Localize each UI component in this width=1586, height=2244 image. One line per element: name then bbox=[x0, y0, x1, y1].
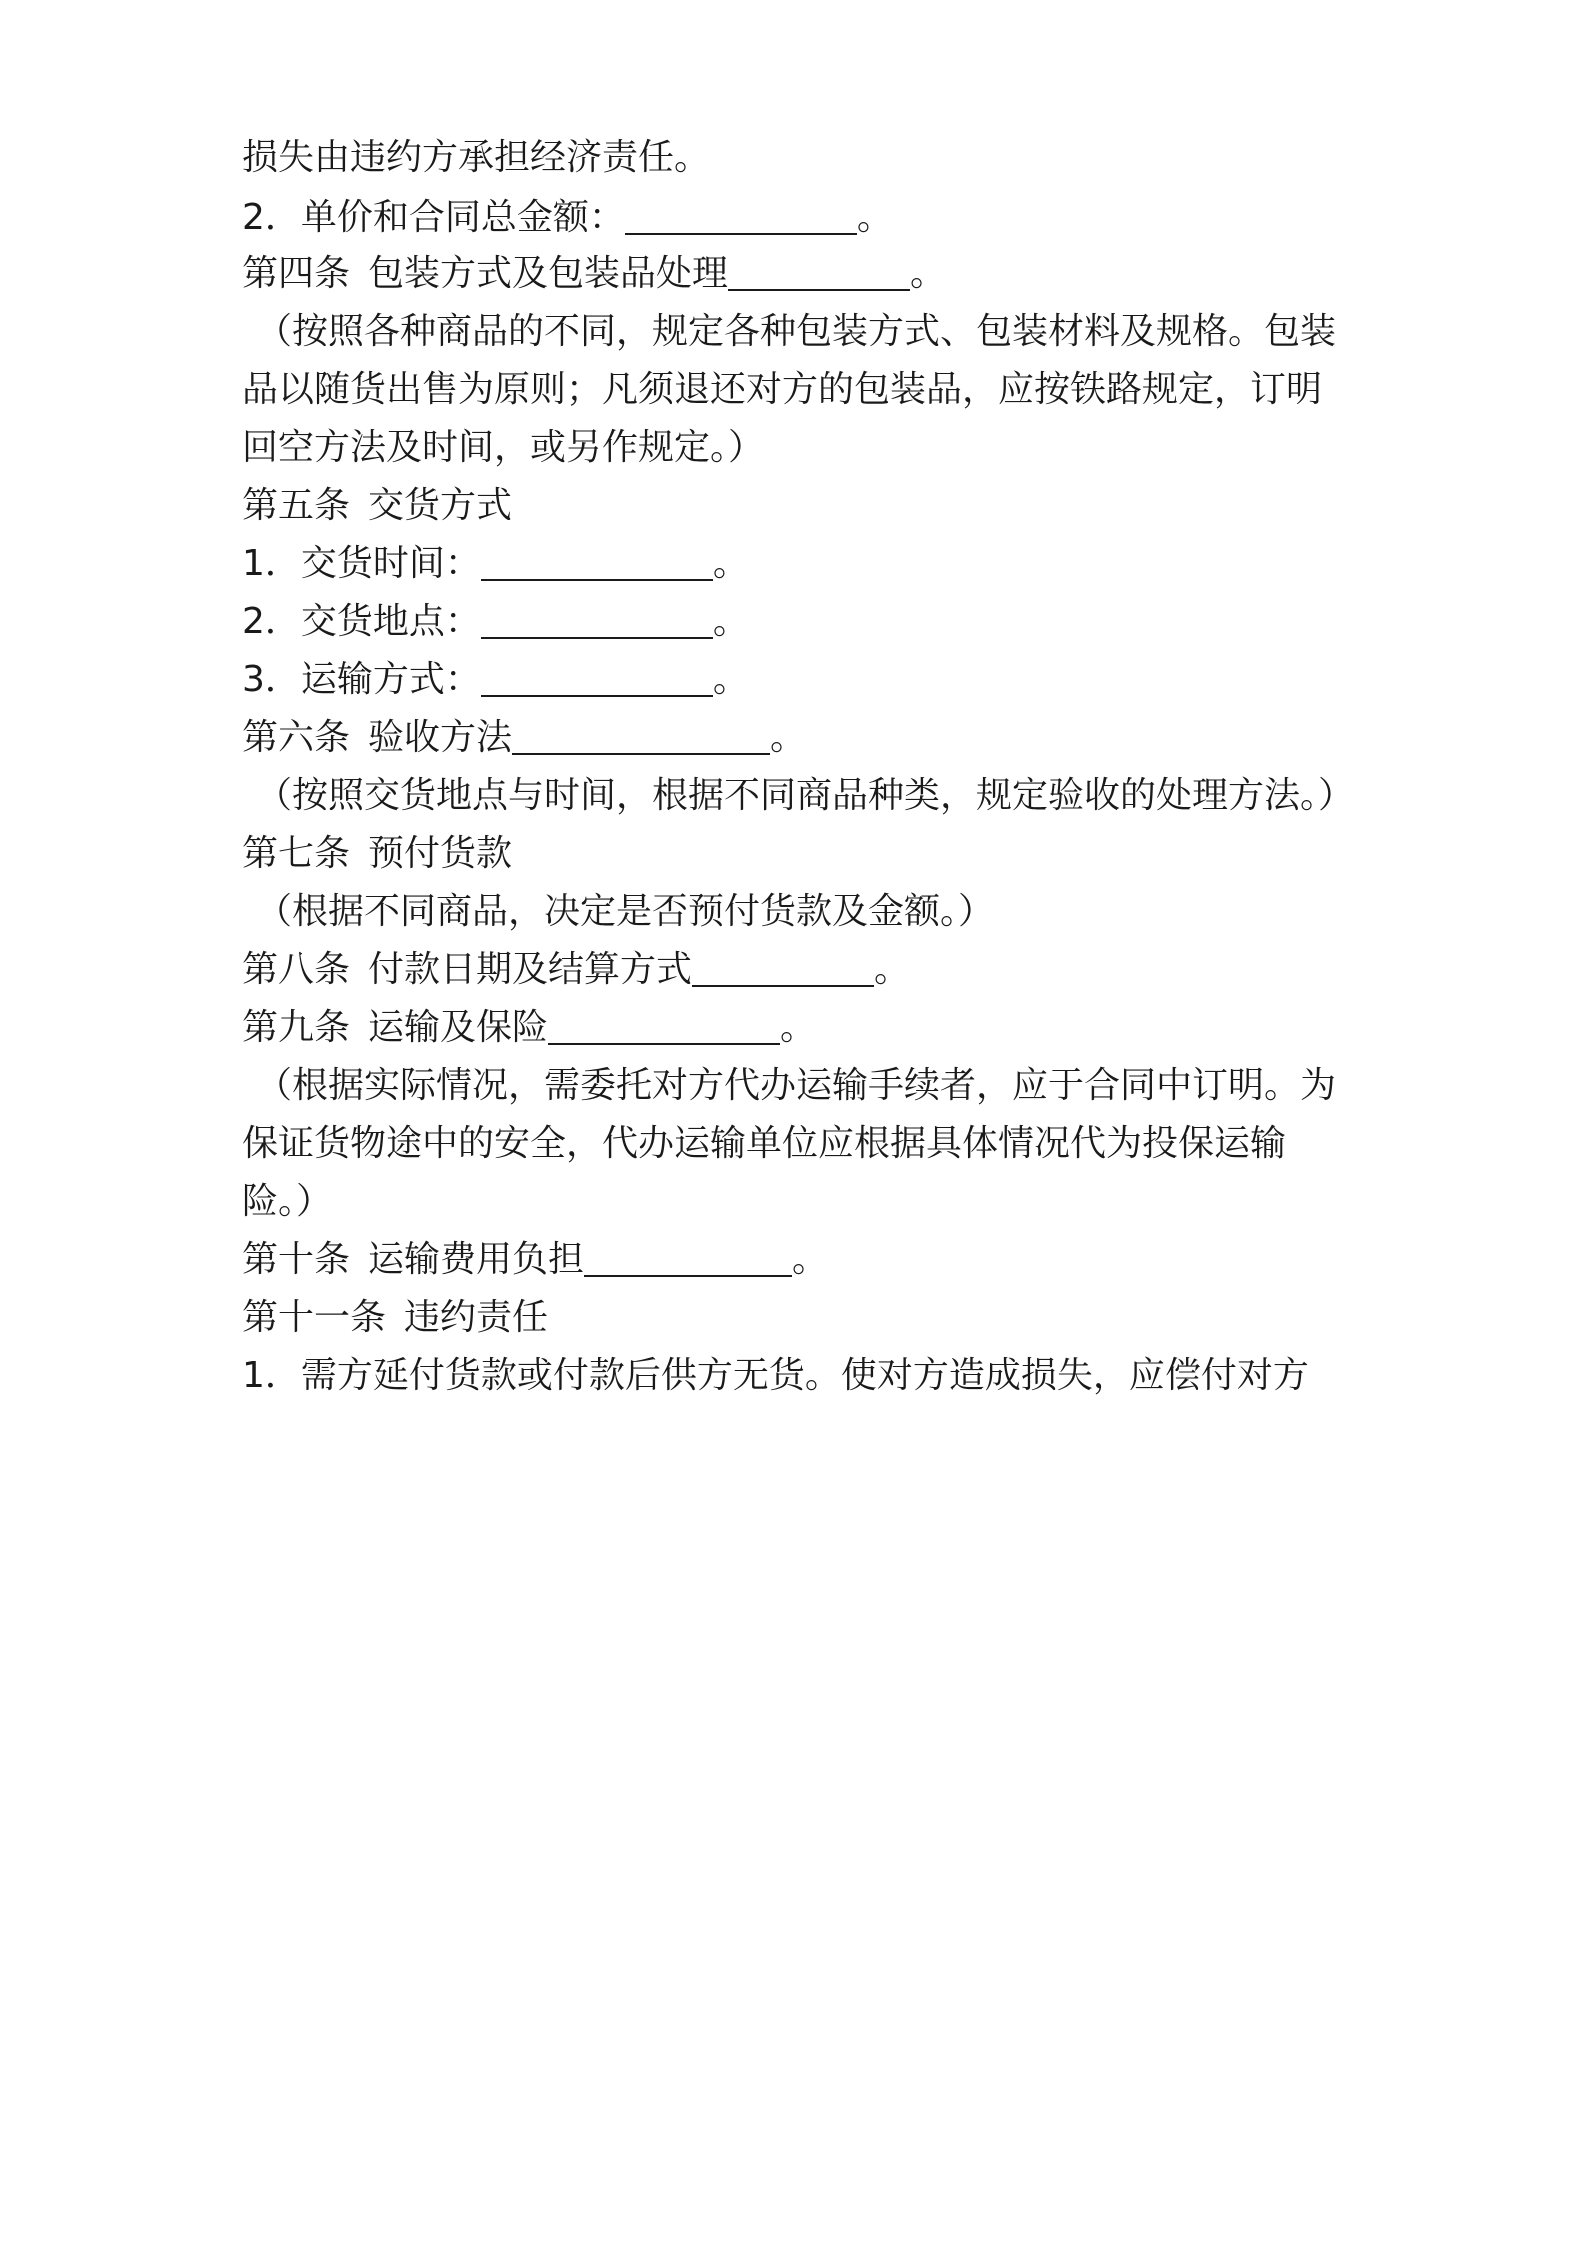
article-8-heading bbox=[242, 946, 910, 994]
text-line bbox=[242, 424, 764, 472]
article-11-heading bbox=[242, 1294, 548, 1342]
article-number: 第七条 bbox=[242, 833, 351, 874]
line-period: 。 bbox=[874, 949, 911, 990]
article-title: 运输及保险 bbox=[368, 1007, 549, 1048]
line-label: 2．交货地点： bbox=[242, 601, 481, 642]
article-number: 第十条 bbox=[242, 1239, 351, 1280]
article-number: 第四条 bbox=[242, 253, 351, 294]
line-label: 1．交货时间： bbox=[242, 543, 481, 584]
article-title: 违约责任 bbox=[404, 1297, 549, 1338]
line-text: 1．需方延付货款或付款后供方无货。使对方造成损失，应偿付对方 bbox=[242, 1355, 1309, 1396]
article-title: 运输费用负担 bbox=[368, 1239, 585, 1280]
text-line bbox=[256, 308, 1336, 356]
line-period: 。 bbox=[712, 601, 749, 642]
article-5-heading bbox=[242, 482, 512, 530]
article-title: 付款日期及结算方式 bbox=[368, 949, 693, 990]
form-line-delivery-place bbox=[242, 598, 749, 646]
article-number: 第六条 bbox=[242, 717, 351, 758]
text-line bbox=[256, 888, 994, 936]
fill-in-blank[interactable] bbox=[481, 657, 713, 697]
line-period: 。 bbox=[792, 1239, 829, 1280]
line-text: （按照各种商品的不同，规定各种包装方式、包装材料及规格。包装 bbox=[256, 311, 1337, 352]
line-period: 。 bbox=[712, 543, 749, 584]
line-text: （根据实际情况，需委托对方代办运输手续者，应于合同中订明。为 bbox=[256, 1065, 1337, 1106]
text-line bbox=[256, 1062, 1336, 1110]
article-9-heading bbox=[242, 1004, 816, 1052]
text-line bbox=[242, 366, 1322, 414]
line-text: 品以随货出售为原则；凡须退还对方的包装品，应按铁路规定，订明 bbox=[242, 369, 1323, 410]
line-text: （按照交货地点与时间，根据不同商品种类，规定验收的处理方法。） bbox=[256, 775, 1355, 816]
text-line bbox=[242, 134, 710, 182]
article-number: 第五条 bbox=[242, 485, 351, 526]
text-line bbox=[242, 1120, 1286, 1168]
article-7-heading bbox=[242, 830, 512, 878]
line-label: 3．运输方式： bbox=[242, 659, 481, 700]
line-text: 损失由违约方承担经济责任。 bbox=[242, 137, 711, 178]
form-line-delivery-time bbox=[242, 540, 749, 588]
line-text: 险。） bbox=[242, 1181, 333, 1222]
line-label: 2．单价和合同总金额： bbox=[242, 197, 625, 238]
fill-in-blank[interactable] bbox=[728, 251, 910, 291]
fill-in-blank[interactable] bbox=[548, 1005, 780, 1045]
fill-in-blank[interactable] bbox=[481, 599, 713, 639]
line-period: 。 bbox=[856, 197, 893, 238]
article-number: 第九条 bbox=[242, 1007, 351, 1048]
article-6-heading bbox=[242, 714, 806, 762]
text-line bbox=[256, 772, 1354, 820]
line-period: 。 bbox=[910, 253, 947, 294]
line-text: 回空方法及时间，或另作规定。） bbox=[242, 427, 765, 468]
line-text: 保证货物途中的安全，代办运输单位应根据具体情况代为投保运输 bbox=[242, 1123, 1287, 1164]
article-number: 第十一条 bbox=[242, 1297, 387, 1338]
form-line-transport-mode bbox=[242, 656, 749, 704]
article-title: 验收方法 bbox=[368, 717, 513, 758]
fill-in-blank[interactable] bbox=[481, 541, 713, 581]
article-4-heading bbox=[242, 250, 946, 298]
fill-in-blank[interactable] bbox=[584, 1237, 792, 1277]
fill-in-blank[interactable] bbox=[512, 715, 770, 755]
article-title: 包装方式及包装品处理 bbox=[368, 253, 729, 294]
fill-in-blank[interactable] bbox=[692, 947, 874, 987]
article-number: 第八条 bbox=[242, 949, 351, 990]
fill-in-blank[interactable] bbox=[625, 195, 857, 235]
article-title: 交货方式 bbox=[368, 485, 513, 526]
text-line bbox=[242, 1178, 332, 1226]
article-title: 预付货款 bbox=[368, 833, 513, 874]
article-10-heading bbox=[242, 1236, 828, 1284]
line-period: 。 bbox=[780, 1007, 817, 1048]
form-line-unit-price bbox=[242, 194, 893, 242]
line-period: 。 bbox=[712, 659, 749, 700]
line-period: 。 bbox=[770, 717, 807, 758]
text-line bbox=[242, 1352, 1309, 1400]
line-text: （根据不同商品，决定是否预付货款及金额。） bbox=[256, 891, 995, 932]
